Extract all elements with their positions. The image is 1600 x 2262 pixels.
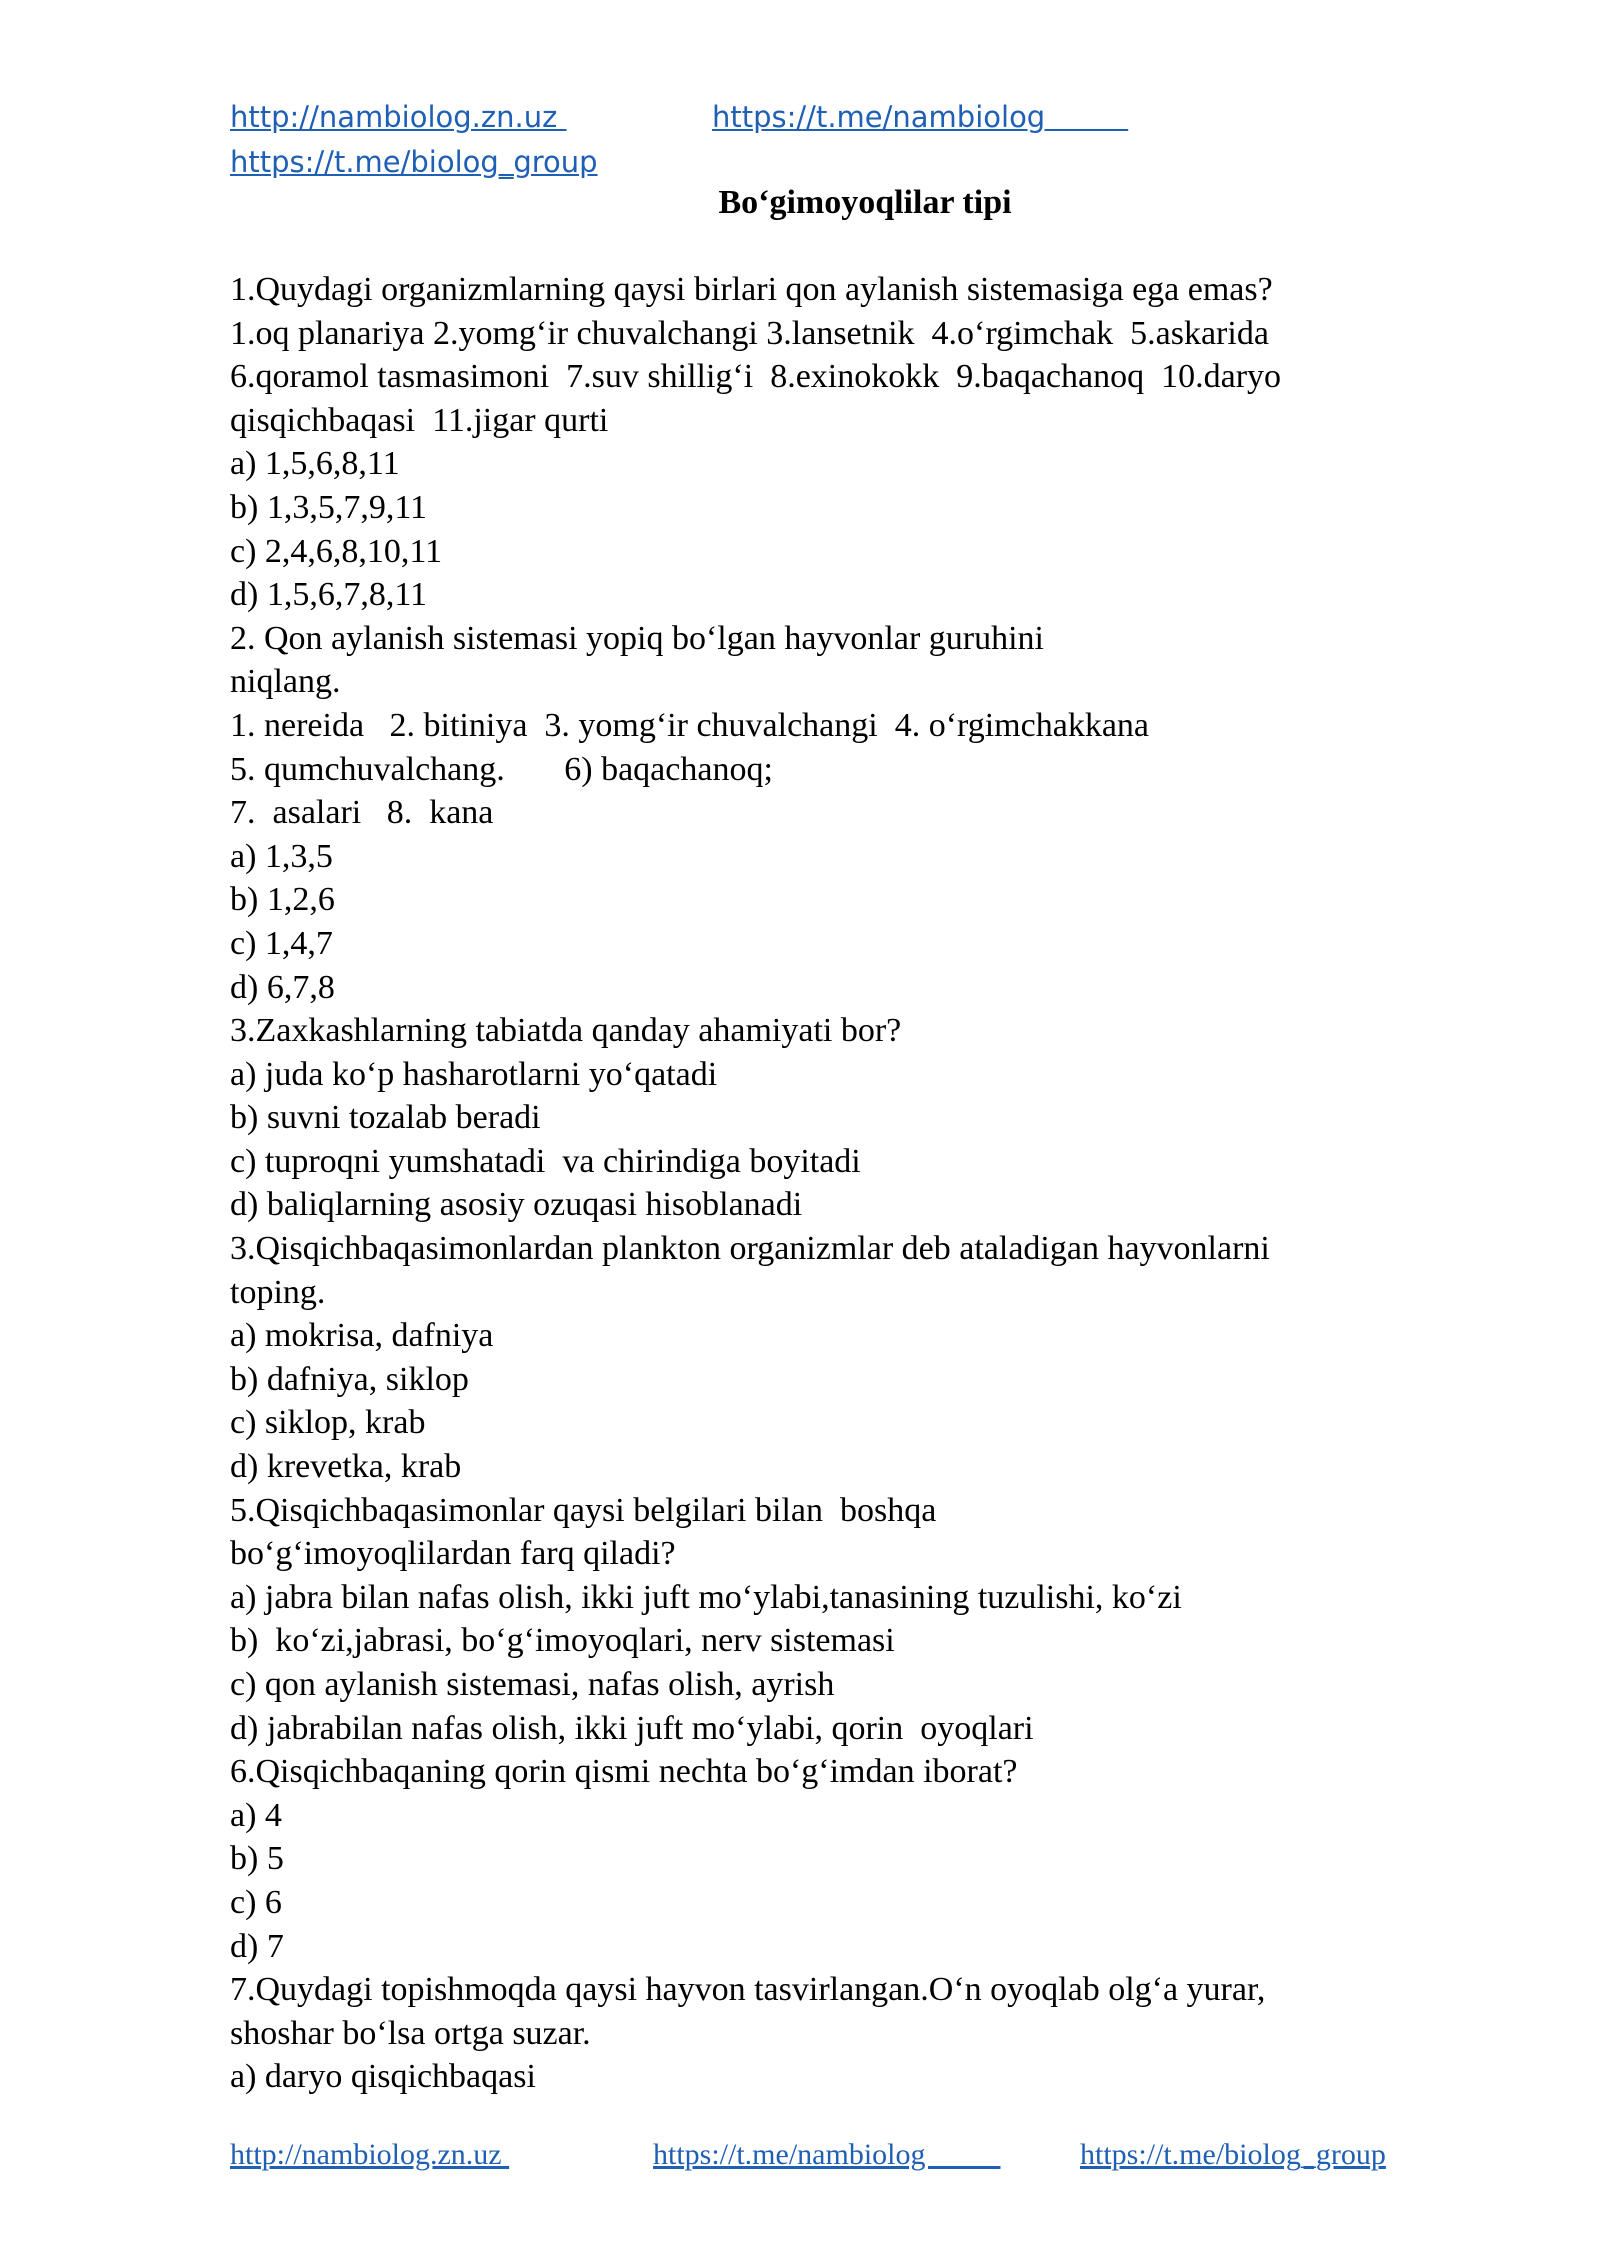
text-line: toping. — [230, 1273, 326, 1311]
footer-link-site[interactable]: http://nambiolog.zn.uz — [230, 2138, 510, 2171]
text-line: 5. qumchuvalchang. 6) baqachanoq; — [230, 750, 773, 788]
text-line: b) dafniya, siklop — [230, 1360, 469, 1398]
text-line: 5.Qisqichbaqasimonlar qaysi belgilari bilan boshqa — [230, 1491, 937, 1529]
text-line: bo‘g‘imoyoqlilardan farq qiladi? — [230, 1535, 676, 1573]
document-title: Bo‘gimoyoqlilar tipi — [718, 184, 1012, 221]
text-line: c) qon aylanish sistemasi, nafas olish, ayrish — [230, 1666, 835, 1703]
text-line: c) 1,4,7 — [230, 924, 333, 962]
text-line: a) daryo qisqichbaqasi — [230, 2058, 536, 2096]
text-line: b) 1,2,6 — [230, 881, 335, 919]
text-line: c) siklop, krab — [230, 1404, 426, 1442]
text-line: 1.oq planariya 2.yomg‘ir chuvalchangi 3.lansetnik 4.o‘rgimchak 5.askarida — [230, 314, 1269, 352]
text-line: 6.Qisqichbaqaning qorin qismi nechta bo‘g‘imdan iborat? — [230, 1753, 1018, 1791]
text-line: b) ko‘zi,jabrasi, bo‘g‘imoyoqlari, nerv sistemasi — [230, 1622, 895, 1660]
text-line: d) 6,7,8 — [230, 968, 335, 1006]
text-line: a) 1,3,5 — [230, 837, 333, 875]
text-line: 2. Qon aylanish sistemasi yopiq bo‘lgan hayvonlar guruhini — [230, 619, 1044, 657]
text-line: 3.Zaxkashlarning tabiatda qanday ahamiyati bor? — [230, 1012, 902, 1050]
footer-link-telegram-channel[interactable]: https://t.me/nambiolog — [653, 2138, 1001, 2171]
text-line: 7. asalari 8. kana — [230, 794, 494, 832]
text-line: d) krevetka, krab — [230, 1448, 462, 1486]
text-line: c) tuproqni yumshatadi va chirindiga boyitadi — [230, 1142, 861, 1180]
text-line: c) 6 — [230, 1883, 282, 1921]
text-line: 7.Quydagi topishmoqda qaysi hayvon tasvirlangan.O‘n oyoqlab olg‘a yurar, — [230, 1971, 1266, 2009]
text-line: a) 1,5,6,8,11 — [230, 445, 400, 483]
text-line: 1.Quydagi organizmlarning qaysi birlari qon aylanish sistemasiga ega emas? — [230, 271, 1273, 308]
text-line: qisqichbaqasi 11.jigar qurti — [230, 401, 609, 439]
text-line: d) 1,5,6,7,8,11 — [230, 576, 428, 614]
document-body — [230, 268, 1410, 2099]
header-link-site[interactable]: http://nambiolog.zn.uz — [230, 100, 567, 134]
text-line: b) 5 — [230, 1840, 284, 1878]
text-line: niqlang. — [230, 663, 341, 701]
text-line: a) jabra bilan nafas olish, ikki juft mo‘ylabi,tanasining tuzulishi, ko‘zi — [230, 1578, 1182, 1616]
text-line: shoshar bo‘lsa ortga suzar. — [230, 2014, 591, 2052]
text-line: 6.qoramol tasmasimoni 7.suv shillig‘i 8.exinokokk 9.baqachanoq 10.daryo — [230, 358, 1282, 396]
footer-link-telegram-group[interactable]: https://t.me/biolog_group — [1080, 2138, 1386, 2171]
text-line: d) 7 — [230, 1927, 284, 1965]
text-line: d) baliqlarning asosiy ozuqasi hisoblanadi — [230, 1186, 803, 1224]
text-line: d) jabrabilan nafas olish, ikki juft mo‘ylabi, qorin oyoqlari — [230, 1709, 1034, 1747]
text-line: b) 1,3,5,7,9,11 — [230, 488, 428, 526]
text-line: a) mokrisa, dafniya — [230, 1317, 494, 1355]
header-link-telegram-group[interactable]: https://t.me/biolog_group — [230, 145, 598, 179]
text-line: 1. nereida 2. bitiniya 3. yomg‘ir chuvalchangi 4. o‘rgimchakkana — [230, 706, 1149, 744]
text-line: a) 4 — [230, 1796, 282, 1834]
header-link-telegram-channel[interactable]: https://t.me/nambiolog — [712, 100, 1129, 134]
text-line: c) 2,4,6,8,10,11 — [230, 532, 443, 570]
text-line: 3.Qisqichbaqasimonlardan plankton organizmlar deb ataladigan hayvonlarni — [230, 1230, 1270, 1268]
text-line: a) juda ko‘p hasharotlarni yo‘qatadi — [230, 1055, 718, 1093]
text-line: b) suvni tozalab beradi — [230, 1099, 541, 1137]
